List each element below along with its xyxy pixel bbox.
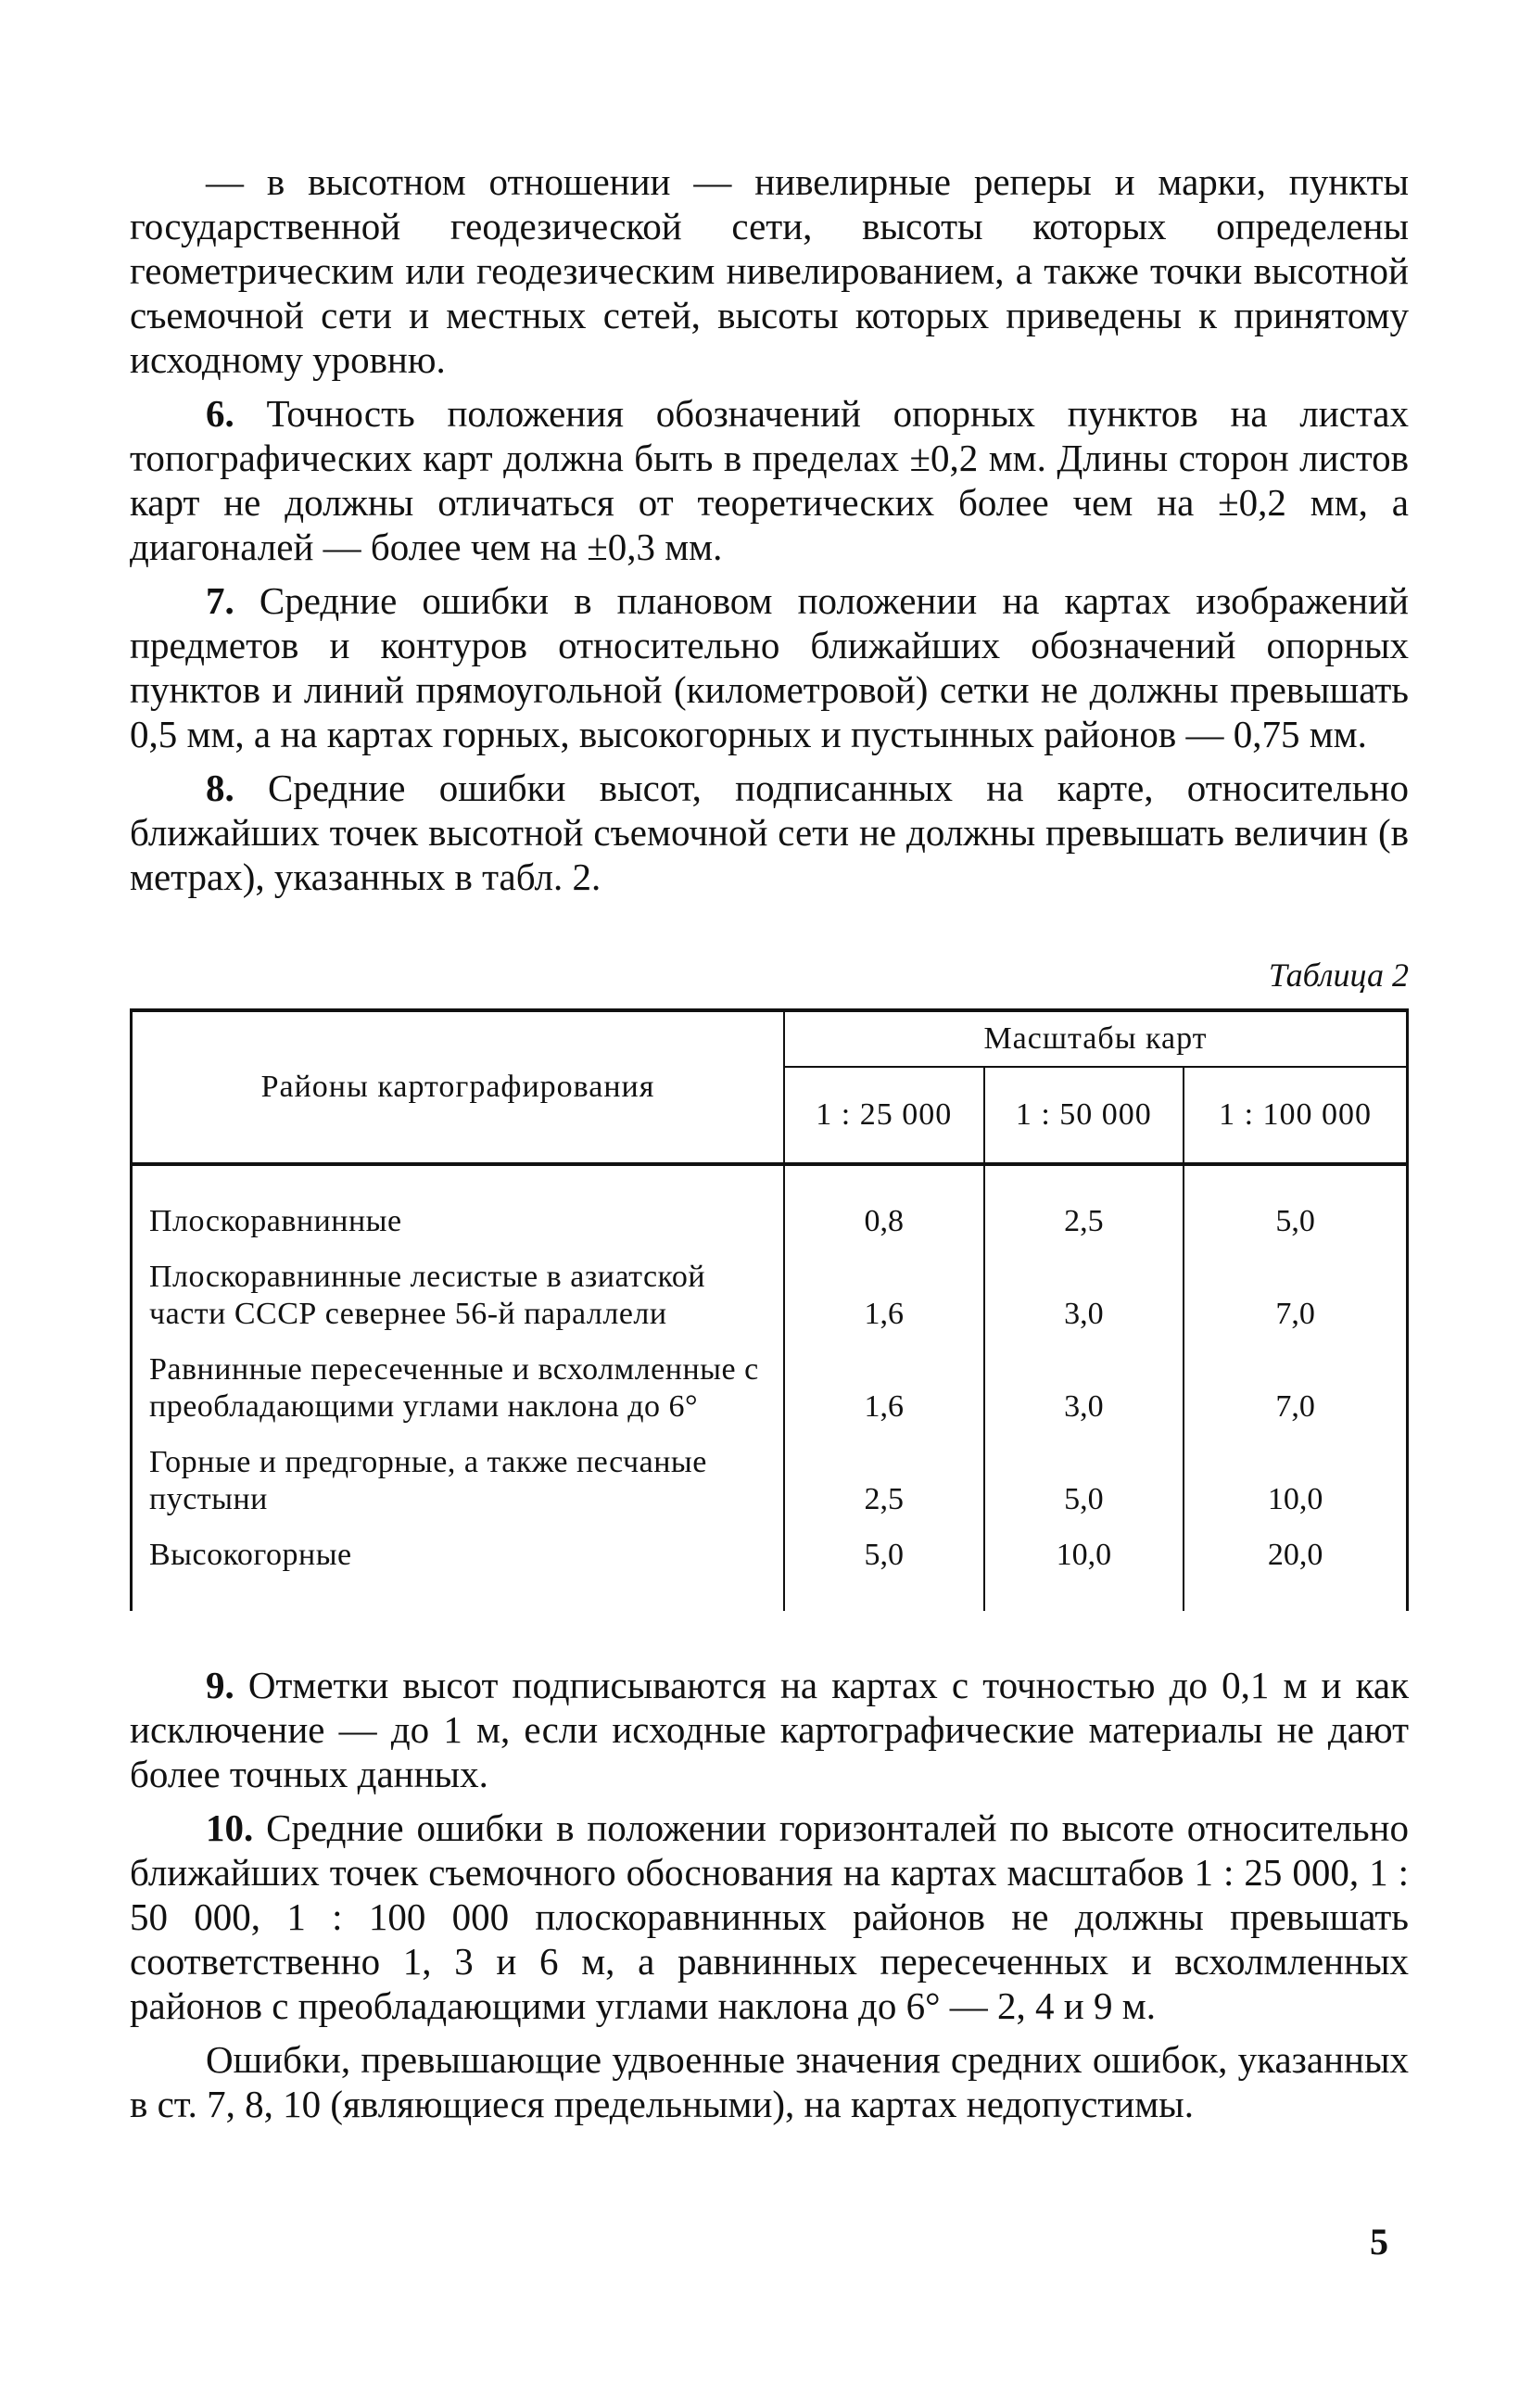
paragraph-number: 8. — [206, 767, 234, 809]
paragraph-text: Средние ошибки в плановом положении на картах изображений предметов и контуров относительно ближайших обозначений опорных пунктов и линий прямоугольной (километровой) сетки не должны превышать 0,5 мм, а на картах горных, высокогорных и пустынных районов — 0,75 мм. — [130, 579, 1409, 755]
scale-header: 1 : 50 000 — [984, 1067, 1184, 1163]
region-cell: Плоскоравнинные — [133, 1194, 784, 1249]
scales-group-header: Масштабы карт — [784, 1010, 1406, 1067]
table-row — [133, 1249, 1406, 1342]
paragraph — [130, 1663, 1409, 1796]
paragraph-text: Точность положения обозначений опорных пунктов на листах топографических карт должна быть в пределах ±0,2 мм. Длины сторон листов карт не должны отличаться от теоретических более чем на ±0,2 мм, а диагоналей — более чем на ±0,3 мм. — [130, 392, 1409, 568]
page-content — [130, 159, 1409, 2136]
region-cell: Равнинные пересеченные и всхолмленные с преобладающими углами наклона до 6° — [133, 1342, 784, 1435]
table-row — [133, 1527, 1406, 1583]
scale-header: 1 : 100 000 — [1184, 1067, 1406, 1163]
value-cell: 3,0 — [984, 1249, 1184, 1342]
region-column-header: Районы картографирования — [133, 1010, 784, 1163]
paragraph-number: 6. — [206, 392, 234, 435]
value-cell: 5,0 — [1184, 1194, 1406, 1249]
value-cell: 0,8 — [864, 1204, 905, 1238]
paragraph-number: 10. — [206, 1806, 254, 1849]
value-cell: 5,0 — [864, 1538, 905, 1572]
paragraph-text: — в высотном отношении — нивелирные реперы и марки, пункты государственной геодезической сети, высоты которых определены геометрическим или геодезическим нивелированием, а также точки высотной съемочной сети и местных сетей, высоты которых приведены к принятому исходному уровню. — [130, 160, 1409, 381]
paragraph-text: Средние ошибки высот, подписанных на карте, относительно ближайших точек высотной съемочной сети не должны превышать величин (в метрах), указанных в табл. 2. — [130, 767, 1409, 898]
value-cell: 10,0 — [984, 1527, 1184, 1583]
value-cell: 7,0 — [1184, 1342, 1406, 1435]
paragraph-text: Отметки высот подписываются на картах с точностью до 0,1 м и как исключение — до 1 м, если исходные картографические материалы не дают более точных данных. — [130, 1664, 1409, 1795]
value-cell: 2,5 — [984, 1194, 1184, 1249]
paragraph-number: 9. — [206, 1664, 234, 1706]
top-text — [130, 159, 1409, 899]
value-cell: 10,0 — [1184, 1435, 1406, 1527]
bottom-text — [130, 1663, 1409, 2126]
page-number: 5 — [1370, 2221, 1388, 2262]
table-row — [133, 1194, 1406, 1249]
region-cell: Высокогорные — [133, 1527, 784, 1583]
value-cell: 20,0 — [1184, 1527, 1406, 1583]
paragraph-text: Ошибки, превышающие удвоенные значения средних ошибок, указанных в ст. 7, 8, 10 (являющиеся предельными), на картах недопустимы. — [130, 2038, 1409, 2125]
paragraph — [130, 159, 1409, 382]
paragraph — [130, 2037, 1409, 2126]
accuracy-table — [130, 1008, 1409, 1611]
table-row — [133, 1342, 1406, 1435]
value-cell: 7,0 — [1184, 1249, 1406, 1342]
paragraph — [130, 1806, 1409, 2028]
value-cell: 1,6 — [864, 1389, 905, 1424]
region-cell: Горные и предгорные, а также песчаные пустыни — [133, 1435, 784, 1527]
region-cell: Плоскоравнинные лесистые в азиатской части СССР севернее 56-й параллели — [133, 1249, 784, 1342]
paragraph — [130, 766, 1409, 899]
table-caption: Таблица 2 — [1268, 957, 1409, 994]
table-row — [133, 1435, 1406, 1527]
value-cell: 2,5 — [864, 1482, 905, 1516]
value-cell: 3,0 — [984, 1342, 1184, 1435]
value-cell: 5,0 — [984, 1435, 1184, 1527]
paragraph — [130, 391, 1409, 569]
value-cell: 1,6 — [864, 1297, 905, 1331]
paragraph — [130, 578, 1409, 756]
paragraph-number: 7. — [206, 579, 234, 622]
scale-header: 1 : 25 000 — [816, 1097, 953, 1132]
paragraph-text: Средние ошибки в положении горизонталей по высоте относительно ближайших точек съемочного обоснования на картах масштабов 1 : 25 000, 1 : 50 000, 1 : 100 000 плоскоравнинных районов не должны превышать соответственно 1, 3 и 6 м, а равнинных пересеченных и всхолмленных районов с преобладающими углами наклона до 6° — 2, 4 и 9 м. — [130, 1806, 1409, 2027]
